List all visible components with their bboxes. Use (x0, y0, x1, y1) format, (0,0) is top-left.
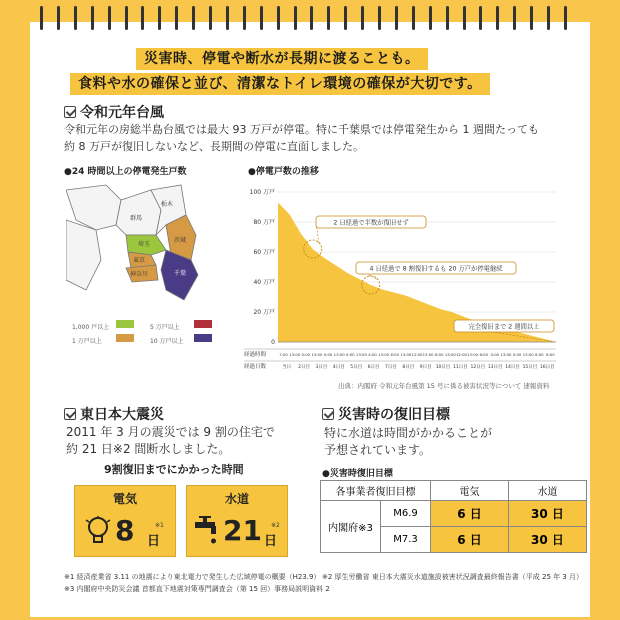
binder-ring (209, 6, 212, 30)
x-tick-label: 12日目 (470, 365, 486, 370)
footnote-2: ※2 厚生労働省 東日本大震災水道施設被害状況調査最終報告書（平成 25 年 3 月） (322, 573, 584, 581)
x-tick-label: 0:00 (323, 352, 333, 357)
faucet-icon (193, 516, 223, 546)
map-label: 東京 (133, 257, 146, 264)
x-tick-label: 11日目 (453, 365, 468, 370)
chart-source: 出典：内閣府 令和元年台風第 15 号に係る被害状況等について 速報資料 (338, 382, 550, 390)
y-tick-label: 40 万戸 (253, 279, 275, 286)
legend-label-2: 1 万戸以上 (72, 338, 102, 345)
binder-ring (158, 6, 161, 30)
binder-ring (327, 6, 330, 30)
binder-ring (40, 6, 43, 30)
x-tick-label: 4日目 (332, 365, 345, 370)
table-header: 各事業者復旧目標 (321, 481, 431, 501)
annotation-complete: 完全復旧まで 2 週間以上 (468, 323, 540, 331)
table-cell: M7.3 (381, 527, 431, 553)
x-row-label: 経過日数 (244, 364, 267, 370)
eq-heading (64, 404, 164, 424)
x-tick-label: 12:00 (411, 352, 423, 357)
eq-subheading: 9割復旧までにかかった時間 (104, 463, 244, 476)
binder-ring (108, 6, 111, 30)
table-cell: 30 日 (509, 501, 587, 527)
x-tick-label: 7:00 (279, 352, 288, 357)
x-tick-label: 4:00 (368, 352, 377, 357)
binder-ring (361, 6, 364, 30)
footnote-3: ※3 内閣府中央防災会議 首都直下地震対策専門調査会（第 15 回）事務局説明資料 2 (64, 585, 330, 593)
check-icon (64, 408, 76, 420)
banner-line-2: 食料や水の確保と並び、清潔なトイレ環境の確保が大切です。 (70, 73, 490, 95)
x-tick-label: 13:00 (500, 352, 512, 357)
eq-text-2: 約 21 日※2 間断水しました。 (66, 442, 231, 456)
x-tick-label: 13:00 (311, 352, 323, 357)
x-tick-label: 6:00 (434, 352, 444, 357)
binder-ring (294, 6, 297, 30)
footnote-1: ※1 経済産業省 3.11 の地震により東北電力で発生した広域停電の概要（H23.9） (64, 573, 321, 581)
binder-ring (479, 6, 482, 30)
table-header: 電気 (431, 481, 509, 501)
binder-ring (192, 6, 195, 30)
x-tick-label: 10日目 (435, 365, 451, 370)
card-value: 21 (223, 514, 262, 547)
binder-ring (260, 6, 263, 30)
goal-text-2: 予想されています。 (324, 443, 432, 457)
x-tick-label: 14日目 (505, 365, 520, 370)
y-tick-label: 20 万戸 (253, 309, 275, 316)
binder-ring (141, 6, 144, 30)
x-tick-label: 15日目 (522, 365, 538, 370)
x-tick-label: 5日目 (350, 365, 363, 370)
x-tick-label: 6日目 (367, 365, 380, 370)
y-tick-label: 0 (271, 339, 275, 346)
reiwa-text-2: 約 8 万戸が復旧しないなど、長期間の停電に直面しました。 (64, 140, 364, 153)
binder-ring (463, 6, 466, 30)
banner-line-1: 災害時、停電や断水が長期に渡ることも。 (136, 48, 428, 70)
table-row (321, 501, 587, 527)
x-tick-label: 12:00 (456, 352, 467, 357)
reiwa-heading (64, 102, 164, 122)
annotation-2day: 2 日経過で半数が復旧せず (333, 219, 409, 227)
check-icon (322, 408, 334, 420)
binder-ring (57, 6, 60, 30)
card-label: 水道 (224, 492, 249, 506)
japan-kanto-map (66, 180, 236, 310)
card-electricity (74, 485, 176, 557)
x-tick-label: 13:00 (378, 352, 390, 357)
legend-swatch-3 (194, 320, 212, 328)
legend-label-1: 1,000 戸以上 (72, 324, 110, 331)
binder-ring (547, 6, 550, 30)
x-tick-label: 6:00 (390, 352, 400, 357)
eq-heading-text: 東日本大震災 (80, 407, 164, 423)
x-tick-label: 0:00 (490, 352, 500, 357)
x-tick-label: 3日目 (315, 365, 328, 370)
map-neighbor-region (66, 220, 101, 290)
binder-ring (277, 6, 280, 30)
annotation-4day: 4 日経過で 8 割復旧するも 20 万戸が停電継続 (369, 265, 503, 273)
binder-ring (496, 6, 499, 30)
map-label: 埼玉 (138, 241, 151, 248)
map-label: 千葉 (174, 270, 187, 277)
x-tick-label: 0:00 (346, 352, 355, 357)
binder-ring (378, 6, 381, 30)
lightbulb-icon (85, 516, 111, 546)
x-tick-label: 13:00 (422, 352, 434, 357)
x-tick-label: 6:00 (479, 352, 488, 357)
map-label: 茨城 (174, 237, 187, 244)
card-water (186, 485, 288, 557)
x-tick-label: 当日 (282, 365, 292, 370)
table-cell: M6.9 (381, 501, 431, 527)
eq-text-1: 2011 年 3 月の震災では 9 割の住宅で (66, 425, 275, 439)
binder-ring (310, 6, 313, 30)
x-tick-label: 13:00 (522, 352, 534, 357)
check-icon (64, 106, 76, 118)
legend-swatch-2 (116, 334, 134, 342)
binder-ring (91, 6, 94, 30)
binder-ring (175, 6, 178, 30)
table-cell: 30 日 (509, 527, 587, 553)
x-tick-label: 13:00 (289, 352, 301, 357)
y-tick-label: 60 万戸 (253, 249, 275, 256)
binder-ring (446, 6, 449, 30)
binder-ring (564, 6, 567, 30)
x-tick-label: 13:00 (444, 352, 456, 357)
x-tick-label: 6:00 (535, 352, 544, 357)
map-label: 神奈川 (130, 271, 149, 278)
goal-table-title: ●災害時復旧目標 (322, 469, 393, 479)
x-tick-label: 0:00 (512, 352, 522, 357)
y-tick-label: 100 万戸 (249, 189, 275, 196)
table-cell: 6 日 (431, 501, 509, 527)
binder-ring (530, 6, 533, 30)
table-header-row (321, 481, 587, 501)
card-label: 電気 (112, 492, 137, 506)
goal-heading-text: 災害時の復旧目標 (338, 407, 450, 423)
x-tick-label: 9日目 (419, 365, 432, 370)
legend-swatch-1 (116, 320, 134, 328)
reiwa-heading-text: 令和元年台風 (80, 105, 164, 121)
legend-swatch-4 (194, 334, 212, 342)
chart-title: ●停電戸数の推移 (248, 167, 319, 177)
x-tick-label: 8:00 (546, 352, 555, 357)
map-title: ●24 時間以上の停電発生戸数 (64, 167, 187, 177)
binder-rings (40, 6, 580, 32)
x-row-label: 経過時間 (244, 352, 267, 358)
card-note: ※2 (271, 522, 280, 529)
reiwa-text-1: 令和元年の房総半島台風では最大 93 万戸が停電。特に千葉県では停電発生から 1 週間たっても (64, 123, 539, 136)
table-row-label: 内閣府※3 (321, 501, 381, 553)
legend-label-3: 5 万戸以上 (150, 324, 180, 331)
x-tick-label: 8日目 (402, 365, 415, 370)
x-tick-label: 13:00 (400, 352, 412, 357)
x-tick-label: 2日目 (298, 365, 310, 370)
binder-ring (125, 6, 128, 30)
binder-ring (243, 6, 246, 30)
binder-ring (74, 6, 77, 30)
x-tick-label: 16日目 (539, 365, 555, 370)
x-tick-label: 0:00 (301, 352, 311, 357)
table-cell: 6 日 (431, 527, 509, 553)
x-tick-label: 13:00 (467, 352, 479, 357)
goal-heading (322, 404, 450, 424)
binder-ring (429, 6, 432, 30)
x-tick-label: 13日目 (487, 365, 503, 370)
binder-ring (513, 6, 516, 30)
x-tick-label: 7日目 (385, 365, 397, 370)
binder-ring (395, 6, 398, 30)
binder-ring (412, 6, 415, 30)
card-note: ※1 (155, 522, 164, 529)
x-tick-label: 13:00 (333, 352, 345, 357)
legend-label-4: 10 万戸以上 (150, 338, 184, 345)
card-unit: 日 (147, 534, 161, 549)
binder-ring (226, 6, 229, 30)
map-label: 群馬 (130, 215, 143, 222)
x-tick-label: 13:00 (355, 352, 367, 357)
recovery-table (320, 480, 587, 553)
outage-chart (236, 180, 566, 388)
card-unit: 日 (264, 534, 278, 549)
y-tick-label: 80 万戸 (253, 219, 275, 226)
binder-ring (344, 6, 347, 30)
goal-text-1: 特に水道は時間がかかることが (324, 426, 493, 440)
map-label: 栃木 (161, 201, 174, 208)
table-header: 水道 (509, 481, 587, 501)
card-value: 8 (115, 514, 135, 547)
